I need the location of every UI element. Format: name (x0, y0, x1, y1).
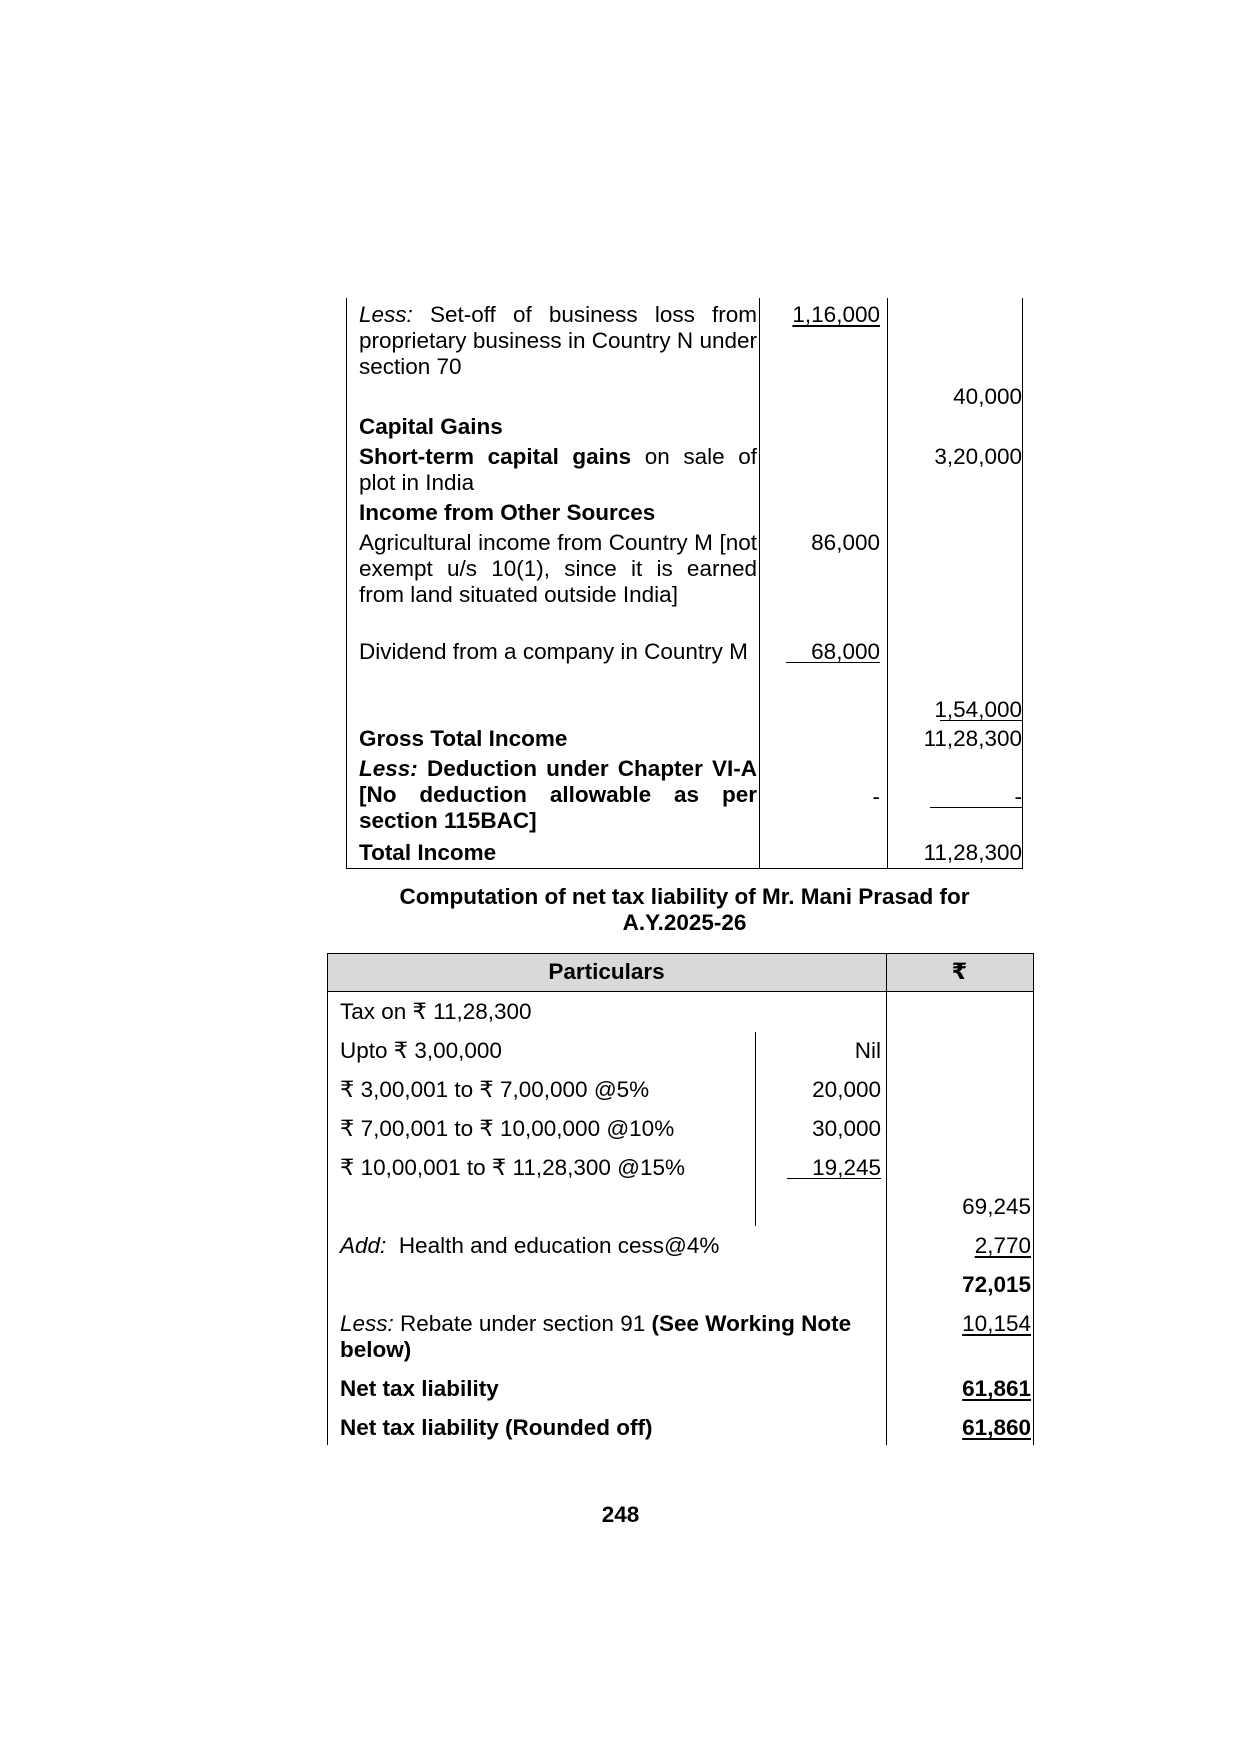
deduction-underline (930, 807, 1022, 808)
slab4-amount: 19,245 (812, 1155, 881, 1180)
less-prefix: Less: (359, 302, 413, 327)
tax-header-bottom-border (327, 991, 1033, 992)
tax-left-border (327, 953, 328, 1445)
other-sources-underline (940, 720, 1022, 721)
agri-income-amount: 86,000 (811, 530, 880, 555)
rebate-label (340, 1311, 880, 1363)
rebate-text: Rebate under section 91 (400, 1311, 646, 1336)
table1-bottom-border (346, 868, 1023, 869)
tax-right-border (1033, 953, 1034, 1445)
section-title-line2: A.Y.2025-26 (622, 910, 747, 935)
tax-col-divider-main (886, 953, 887, 1445)
slab4-underline (787, 1178, 881, 1179)
deduction-col2: - (872, 784, 880, 809)
total-income-label: Total Income (359, 840, 497, 865)
other-sources-heading: Income from Other Sources (359, 500, 656, 525)
table1-col-divider-2 (887, 298, 888, 869)
tax-header-particulars: Particulars (548, 959, 665, 984)
slab1-label: Upto ₹ 3,00,000 (340, 1038, 502, 1063)
cess-label (340, 1233, 719, 1259)
tax-with-cess: 72,015 (962, 1272, 1031, 1297)
less-prefix-2: Less: (359, 756, 418, 781)
stcg-amount: 3,20,000 (934, 444, 1022, 469)
section-title-line1: Computation of net tax liability of Mr. Mani Prasad for (399, 884, 970, 909)
setoff-row-label (359, 302, 757, 380)
setoff-text: Set-off of business loss from proprietary business in Country N under section 70 (359, 302, 757, 379)
tax-header-rupee: ₹ (951, 959, 968, 984)
page-number: 248 (601, 1502, 640, 1527)
tax-on-label: Tax on ₹ 11,28,300 (340, 999, 532, 1024)
deduction-text: Deduction under Chapter VI-A [No deduction allowable as per section 115BAC] (359, 756, 757, 833)
slab4-label: ₹ 10,00,001 to ₹ 11,28,300 @15% (340, 1155, 686, 1180)
rebate-amount: 10,154 (962, 1311, 1031, 1336)
slab2-label: ₹ 3,00,001 to ₹ 7,00,000 @5% (340, 1077, 650, 1102)
gti-amount: 11,28,300 (923, 726, 1022, 751)
stcg-bold: Short-term capital gains (359, 444, 632, 469)
deduction-row-label (359, 756, 757, 834)
table1-left-border (346, 298, 347, 869)
net-tax-rounded-label: Net tax liability (Rounded off) (340, 1415, 653, 1440)
slab1-amount: Nil (854, 1038, 881, 1063)
agri-income-label: Agricultural income from Country M [not exempt u/s 10(1), since it is earned from land situated outside India] (359, 530, 757, 607)
cess-amount: 2,770 (974, 1233, 1031, 1258)
table1-right-border (1022, 298, 1023, 869)
slab3-amount: 30,000 (812, 1116, 881, 1141)
stcg-text: on sale of plot in India (359, 444, 757, 495)
dividend-underline (786, 662, 880, 663)
net-tax-amount: 61,861 (962, 1376, 1031, 1401)
slab-total: 69,245 (962, 1194, 1031, 1219)
section-title (346, 884, 1023, 936)
stcg-row-label (359, 444, 757, 496)
less-prefix-3: Less: (340, 1311, 394, 1336)
add-prefix: Add: (340, 1233, 387, 1258)
gti-label: Gross Total Income (359, 726, 568, 751)
capital-gains-heading: Capital Gains (359, 414, 503, 439)
deduction-col3: - (1014, 784, 1022, 809)
other-sources-total: 1,54,000 (934, 697, 1022, 722)
rebate-note: (See Working Note below) (340, 1311, 852, 1362)
dividend-label: Dividend from a company in Country M (359, 639, 748, 664)
table1-col-divider-1 (759, 298, 760, 869)
slab3-label: ₹ 7,00,001 to ₹ 10,00,000 @10% (340, 1116, 675, 1141)
slab2-amount: 20,000 (812, 1077, 881, 1102)
net-business-income: 40,000 (953, 384, 1022, 409)
total-income-amount: 11,28,300 (923, 840, 1022, 865)
dividend-amount: 68,000 (811, 639, 880, 664)
net-tax-label: Net tax liability (340, 1376, 499, 1401)
tax-header-top-border (327, 953, 1033, 954)
setoff-amount: 1,16,000 (792, 302, 880, 327)
net-tax-rounded-amount: 61,860 (962, 1415, 1031, 1440)
tax-slab-divider (755, 1032, 756, 1226)
cess-text: Health and education cess@4% (398, 1233, 720, 1258)
